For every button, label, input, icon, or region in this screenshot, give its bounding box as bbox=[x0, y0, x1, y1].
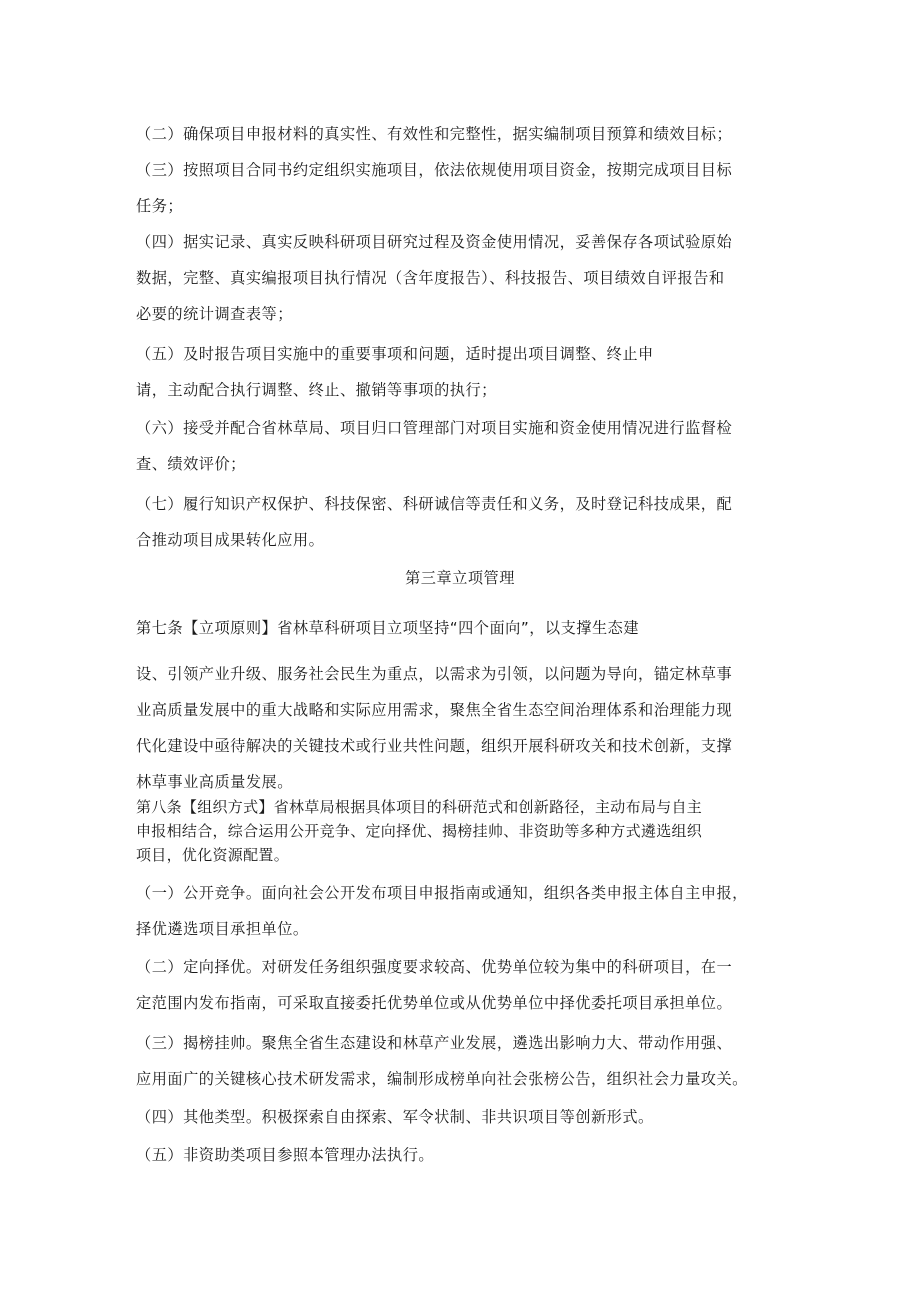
text-line: （二）定向择优。对研发任务组织强度要求较高、优势单位较为集中的科研项目，在一 bbox=[136, 958, 733, 976]
article-heading: 第八条【组织方式】省林草局根据具体项目的科研范式和创新路径，主动布局与自主 bbox=[136, 798, 703, 816]
chapter-heading: 第三章立项管理 bbox=[405, 569, 515, 587]
text-line: （五）非资助类项目参照本管理办法执行。 bbox=[136, 1146, 435, 1164]
text-line: （四）据实记录、真实反映科研项目研究过程及资金使用情况，妥善保存各项试验原始 bbox=[136, 233, 733, 251]
text-line: 择优遴选项目承担单位。 bbox=[136, 920, 309, 938]
text-line: 任务； bbox=[136, 197, 184, 215]
text-line: （四）其他类型。积极探索自由探索、军令状制、非共识项目等创新形式。 bbox=[136, 1108, 654, 1126]
text-line: 设、引领产业升级、服务社会民生为重点，以需求为引领，以问题为导向，锚定林草事 bbox=[136, 665, 733, 683]
text-line: 数据，完整、真实编报项目执行情况（含年度报告）、科技报告、项目绩效自评报告和 bbox=[136, 269, 725, 287]
article-heading: 第七条【立项原则】省林草科研项目立项坚持“四个面向”，以支撑生态建 bbox=[136, 619, 640, 637]
text-line: （三）按照项目合同书约定组织实施项目，依法依规使用项目资金，按期完成项目目标 bbox=[136, 161, 733, 179]
text-line: 定范围内发布指南，可采取直接委托优势单位或从优势单位中择优委托项目承担单位。 bbox=[136, 994, 733, 1012]
text-line: 应用面广的关键核心技术研发需求，编制形成榜单向社会张榜公告，组织社会力量攻关。 bbox=[136, 1070, 748, 1088]
text-line: （七）履行知识产权保护、科技保密、科研诚信等责任和义务，及时登记科技成果，配 bbox=[136, 495, 733, 513]
text-line: 代化建设中亟待解决的关键技术或行业共性问题，组织开展科研攻关和技术创新，支撑 bbox=[136, 737, 733, 755]
text-line: 林草事业高质量发展。 bbox=[136, 773, 293, 791]
text-line: （五）及时报告项目实施中的重要事项和问题，适时提出项目调整、终止申 bbox=[136, 345, 654, 363]
text-line: 请，主动配合执行调整、终止、撤销等事项的执行； bbox=[136, 381, 497, 399]
text-line: 项目，优化资源配置。 bbox=[136, 846, 290, 864]
text-line: 合推动项目成果转化应用。 bbox=[136, 531, 325, 549]
text-line: （一）公开竞争。面向社会公开发布项目申报指南或通知，组织各类申报主体自主申报， bbox=[136, 884, 748, 902]
text-line: 必要的统计调查表等； bbox=[136, 305, 293, 323]
text-line: 申报相结合，综合运用公开竞争、定向择优、揭榜挂帅、非资助等多种方式遴选组织 bbox=[136, 822, 703, 840]
text-line: （三）揭榜挂帅。聚焦全省生态建设和林草产业发展，遴选出影响力大、带动作用强、 bbox=[136, 1034, 733, 1052]
text-line: 查、绩效评价； bbox=[136, 455, 246, 473]
text-line: （六）接受并配合省林草局、项目归口管理部门对项目实施和资金使用情况进行监督检 bbox=[136, 419, 733, 437]
text-line: （二）确保项目申报材料的真实性、有效性和完整性，据实编制项目预算和绩效目标； bbox=[136, 125, 733, 143]
text-line: 业高质量发展中的重大战略和实际应用需求，聚焦全省生态空间治理体系和治理能力现 bbox=[136, 701, 733, 719]
